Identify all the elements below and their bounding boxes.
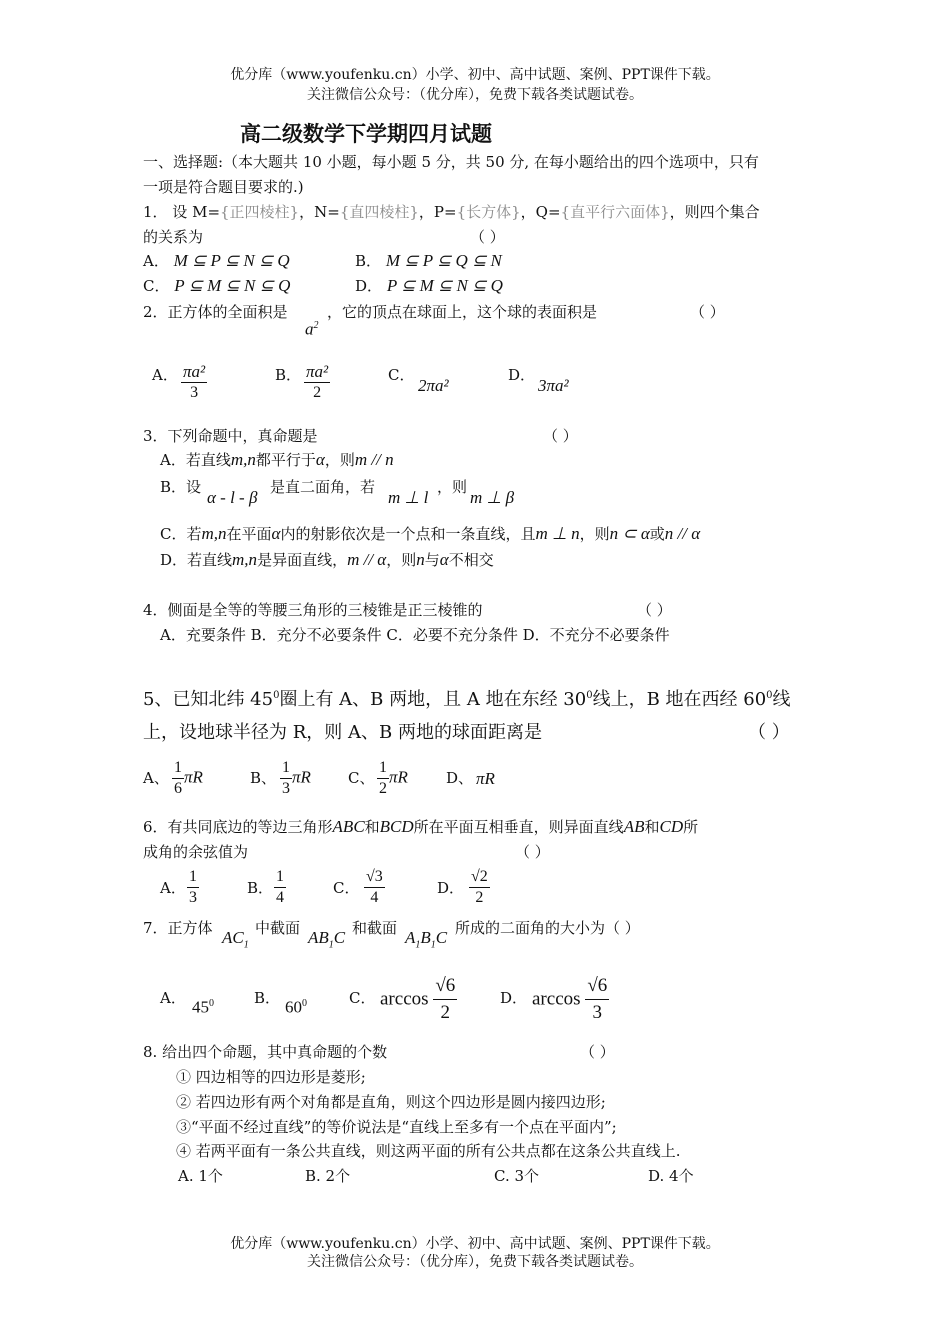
q3-c-mn: m,n: [201, 524, 227, 543]
q1-option-c: [143, 276, 290, 296]
q7-d-den: 3: [592, 1002, 603, 1023]
q1-stem-cont: 的关系为: [143, 228, 204, 246]
q5-b-num: 1: [280, 758, 292, 779]
q3-c-text-4: ，则: [579, 525, 610, 543]
q3-a-text-2: 都平行于: [255, 451, 316, 469]
header-line-2: 关注微信公众号：（优分库），免费下载各类试题试卷。: [307, 87, 643, 103]
q3-d-n: n: [416, 550, 425, 569]
q7-a1b1c: [405, 928, 447, 955]
q6-ab: AB: [623, 817, 645, 836]
q2-option-b-label: B．: [275, 366, 302, 384]
q7-option-b-label: B．: [254, 989, 281, 1007]
q2-option-d-label: D．: [508, 366, 536, 384]
q1-set-n: {直四棱柱}: [339, 203, 419, 221]
q6-a-num: 1: [187, 867, 199, 888]
q8-item-4: ④ 若两平面有一条公共直线，则这两平面的所有公共点都在这条公共直线上.: [176, 1142, 681, 1160]
page-title: 高二级数学下学期四月试题: [240, 122, 492, 146]
q7-c-den: 2: [440, 1002, 451, 1023]
q5-option-d-label: D、: [446, 769, 474, 787]
q1-set-m: {正四棱柱}: [220, 203, 300, 221]
q5-b-den: 3: [282, 780, 290, 797]
q5-line-2: 上，设地球半径为 R，则 A、B 两地的球面距离是: [143, 722, 542, 743]
q3-option-b-label: B．设: [160, 478, 202, 496]
q6-b-num: 1: [274, 867, 286, 888]
q5-text-2: 圈上有 A、B 两地，且 A 地在东经 30: [279, 689, 587, 710]
q2-option-a-frac: [181, 362, 207, 403]
q3-option-a: [160, 450, 394, 470]
q6-option-c-label: C．: [333, 879, 360, 897]
q5-option-c-frac: [377, 758, 408, 799]
q3-a-text-1: A．若直线: [160, 451, 231, 469]
q1-set-q: {直平行六面体}: [560, 203, 670, 221]
q6-text-5: 所: [683, 818, 699, 836]
q6-bcd: BCD: [379, 817, 414, 836]
q8-option-a: A. 1个: [178, 1167, 223, 1185]
q3-d-mn: m,n: [232, 550, 258, 569]
q2-option-a-num: πa²: [183, 362, 206, 381]
q2-option-b-num: πa²: [306, 362, 329, 381]
q1-stem-a: 1． 设 M=: [143, 203, 221, 221]
q7-ac1: [222, 928, 249, 955]
q7-a1b1c-b: B: [420, 928, 431, 947]
q5-option-d-pir: πR: [476, 769, 495, 788]
q7-ab1c-sub: 1: [328, 939, 334, 951]
q6-line-2: 成角的余弦值为: [143, 843, 249, 861]
q6-text-1: 6．有共同底边的等边三角形: [143, 818, 333, 836]
q2-option-d-math: 3πa²: [538, 376, 569, 395]
q6-option-a-label: A．: [160, 879, 186, 897]
q4-answer-paren: （ ）: [637, 601, 672, 619]
q7-option-d-label: D．: [500, 989, 528, 1007]
q5-deg-1: 0: [273, 690, 280, 701]
q6-option-d-frac: [469, 867, 490, 908]
section-instructions-line-1: 一、选择题:（本大题共 10 小题，每小题 5 分，共 50 分, 在每小题给出的四个选项中，只有: [143, 153, 759, 171]
q3-d-text-3: ，则: [386, 551, 417, 569]
q3-option-c: [160, 524, 700, 544]
q6-option-c-frac: [364, 867, 385, 908]
q6-cd: CD: [659, 817, 684, 836]
q6-text-3: 所在平面互相垂直，则异面直线: [413, 818, 624, 836]
q3-a-mn: m,n: [230, 450, 256, 469]
q6-answer-paren: （ ）: [515, 843, 550, 861]
q1-option-d: [355, 276, 503, 296]
q4-options: A．充要条件 B．充分不必要条件 C．必要不充分条件 D．不充分不必要条件: [160, 626, 670, 644]
q6-abc: ABC: [332, 817, 365, 836]
q3-b-text-2: 是直二面角，若: [270, 478, 376, 496]
q1-stem: [143, 202, 760, 222]
q5-line-1: [143, 684, 791, 712]
q7-option-c-label: C．: [349, 989, 376, 1007]
q5-text-3: 线上，B 地在西经 60: [592, 689, 767, 710]
q3-d-text-1: D．若直线: [160, 551, 233, 569]
q1-option-c-label: C．: [143, 277, 170, 295]
q7-c-arccos: arccos: [380, 988, 429, 1010]
q2-option-a-label: A．: [152, 366, 178, 384]
q6-option-d-label: D．: [437, 879, 465, 897]
q7-c-num: √6: [433, 973, 457, 1000]
q7-a-value: 45: [192, 997, 209, 1017]
q2-stem-b: ，它的顶点在球面上，这个球的表面积是: [327, 303, 598, 321]
q3-a-text-3: ，则: [324, 451, 355, 469]
q1-sep-q: ，Q=: [520, 203, 561, 221]
q1-option-b-math: M ⊆ P ⊆ Q ⊆ N: [385, 251, 502, 270]
q6-d-den: 2: [475, 889, 484, 906]
q1-sep-n: ，N=: [299, 203, 340, 221]
q3-c-rel-3: n // α: [664, 524, 701, 543]
q7-d-arccos: arccos: [532, 988, 581, 1010]
q4-stem: 4．侧面是全等的等腰三角形的三棱锥是正三棱锥的: [143, 601, 483, 619]
q7-ab1c: [308, 928, 345, 955]
q7-ab1c-b: C: [333, 928, 346, 947]
q2-option-b-frac: [304, 362, 330, 403]
q3-stem: 3．下列命题中，真命题是: [143, 427, 318, 445]
q7-a1b1c-sub-2: 1: [430, 939, 436, 951]
q7-ac1-sub: 1: [243, 939, 249, 951]
q5-option-a-label: A、: [143, 769, 169, 787]
q5-option-a-frac: [172, 758, 203, 799]
q7-a1b1c-c: C: [435, 928, 448, 947]
q5-option-b-frac: [280, 758, 311, 799]
q5-deg-2: 0: [586, 690, 593, 701]
q1-answer-paren: （ ）: [470, 228, 505, 246]
header-line-1: 优分库（www.youfenku.cn）小学、初中、高中试题、案例、PPT课件下载。: [230, 67, 720, 83]
q2-area-base: a: [305, 319, 314, 339]
q3-c-text-2: 在平面: [226, 525, 272, 543]
q3-d-rel: m // α: [347, 550, 387, 569]
q3-c-text-1: C．若: [160, 525, 202, 543]
q8-option-b: B. 2个: [305, 1167, 351, 1185]
q1-option-a-math: M ⊆ P ⊆ N ⊆ Q: [173, 251, 290, 270]
q5-option-b-label: B、: [250, 769, 277, 787]
q2-answer-paren: （ ）: [690, 303, 725, 321]
q5-a-den: 6: [174, 780, 182, 797]
q2-stem-a: 2．正方体的全面积是: [143, 303, 288, 321]
q5-option-c-label: C、: [348, 769, 375, 787]
q7-option-c-math: [380, 973, 457, 1026]
q6-c-num: √3: [364, 867, 385, 888]
q5-text-4: 线: [772, 689, 791, 710]
q5-a-pir: πR: [184, 767, 203, 787]
q1-option-d-label: D．: [355, 277, 383, 295]
q6-c-den: 4: [370, 889, 379, 906]
q7-a1b1c-a: A: [405, 928, 416, 947]
q7-option-a-math: [192, 994, 214, 1018]
q1-set-p: {长方体}: [456, 203, 521, 221]
footer-line-1: 优分库（www.youfenku.cn）小学、初中、高中试题、案例、PPT课件下载。: [230, 1236, 720, 1252]
q7-b-deg: 0: [302, 998, 307, 1009]
q6-option-b-frac: [274, 867, 286, 908]
q2-option-c-math: 2πa²: [418, 376, 449, 395]
q3-d-text-2: 是异面直线，: [257, 551, 348, 569]
q2-area: [305, 316, 319, 340]
q7-text-2: 中截面: [255, 919, 301, 937]
q7-text-3: 和截面: [352, 919, 398, 937]
q6-text-2: 和: [364, 818, 380, 836]
q2-area-exp: 2: [313, 320, 319, 331]
q7-text-4: 所成的二面角的大小为（ ）: [455, 919, 640, 937]
q6-a-den: 3: [189, 889, 197, 906]
q3-a-rel: m // n: [354, 450, 394, 469]
q1-option-a: [143, 251, 290, 271]
q7-ac1-base: AC: [222, 928, 244, 947]
q5-c-num: 1: [377, 758, 389, 779]
q2-option-b-den: 2: [313, 384, 322, 401]
q1-option-b: [355, 251, 502, 271]
q6-option-b-label: B．: [247, 879, 274, 897]
q7-option-b-math: [285, 994, 307, 1018]
q7-a-deg: 0: [209, 998, 214, 1009]
q3-answer-paren: （ ）: [543, 427, 578, 445]
q1-sep-p: ，P=: [418, 203, 457, 221]
q3-d-text-5: 不相交: [448, 551, 494, 569]
q7-d-num: √6: [585, 973, 609, 1000]
footer-line-2: 关注微信公众号：（优分库），免费下载各类试题试卷。: [307, 1254, 643, 1270]
q3-b-rel-1: m ⊥ l: [388, 488, 429, 507]
q7-text-1: 7．正方体: [143, 919, 213, 937]
q6-text-4: 和: [644, 818, 660, 836]
q8-item-3: ③“平面不经过直线”的等价说法是“直线上至多有一个点在平面内”;: [176, 1118, 617, 1136]
q3-b-text-3: ，则: [437, 478, 468, 496]
q7-ab1c-a: AB: [308, 928, 329, 947]
q7-option-d-math: [532, 973, 609, 1026]
q5-c-pir: πR: [389, 767, 408, 787]
q3-c-text-3: 内的射影依次是一个点和一条直线，且: [280, 525, 536, 543]
q1-stem-b: ，则四个集合: [669, 203, 760, 221]
q5-answer-paren: （ ）: [748, 722, 790, 743]
q8-option-c: C. 3个: [494, 1167, 540, 1185]
q3-c-rel-2: n ⊂ α: [609, 524, 650, 543]
q1-option-a-label: A．: [143, 252, 169, 270]
q2-option-a-den: 3: [190, 384, 199, 401]
q3-d-text-4: 与: [424, 551, 440, 569]
q3-b-rel-2: m ⊥ β: [470, 488, 515, 507]
q8-item-2: ② 若四边形有两个对角都是直角，则这个四边形是圆内接四边形;: [176, 1093, 606, 1111]
q1-option-b-label: B．: [355, 252, 382, 270]
section-instructions-line-2: 一项是符合题目要求的.): [143, 178, 304, 196]
q5-b-pir: πR: [292, 767, 311, 787]
q3-option-d: [160, 550, 494, 570]
q8-item-1: ① 四边相等的四边形是菱形;: [176, 1068, 366, 1086]
q5-a-num: 1: [172, 758, 184, 779]
q5-deg-3: 0: [766, 690, 773, 701]
q8-option-d: D. 4个: [648, 1167, 694, 1185]
q7-option-a-label: A．: [160, 989, 186, 1007]
q3-a-alpha: α: [315, 450, 325, 469]
q3-d-alpha: α: [439, 550, 449, 569]
q1-option-d-math: P ⊆ M ⊆ N ⊆ Q: [386, 276, 503, 295]
q6-option-a-frac: [187, 867, 199, 908]
q5-c-den: 2: [379, 780, 387, 797]
q2-option-c-label: C．: [388, 366, 415, 384]
q7-a1b1c-sub-1: 1: [415, 939, 421, 951]
q3-c-alpha: α: [271, 524, 281, 543]
q5-text-1: 5、已知北纬 45: [143, 689, 274, 710]
q7-b-value: 60: [285, 997, 302, 1017]
q3-c-text-5: 或: [649, 525, 665, 543]
q1-option-c-math: P ⊆ M ⊆ N ⊆ Q: [174, 276, 291, 295]
q6-b-den: 4: [276, 889, 284, 906]
q3-c-rel-1: m ⊥ n: [535, 524, 580, 543]
q3-b-dihedral: α - l - β: [207, 488, 258, 507]
q8-answer-paren: （ ）: [580, 1043, 615, 1061]
q6-line-1: [143, 817, 698, 837]
q6-d-num: √2: [469, 867, 490, 888]
q8-stem: 8. 给出四个命题，其中真命题的个数: [143, 1043, 388, 1061]
